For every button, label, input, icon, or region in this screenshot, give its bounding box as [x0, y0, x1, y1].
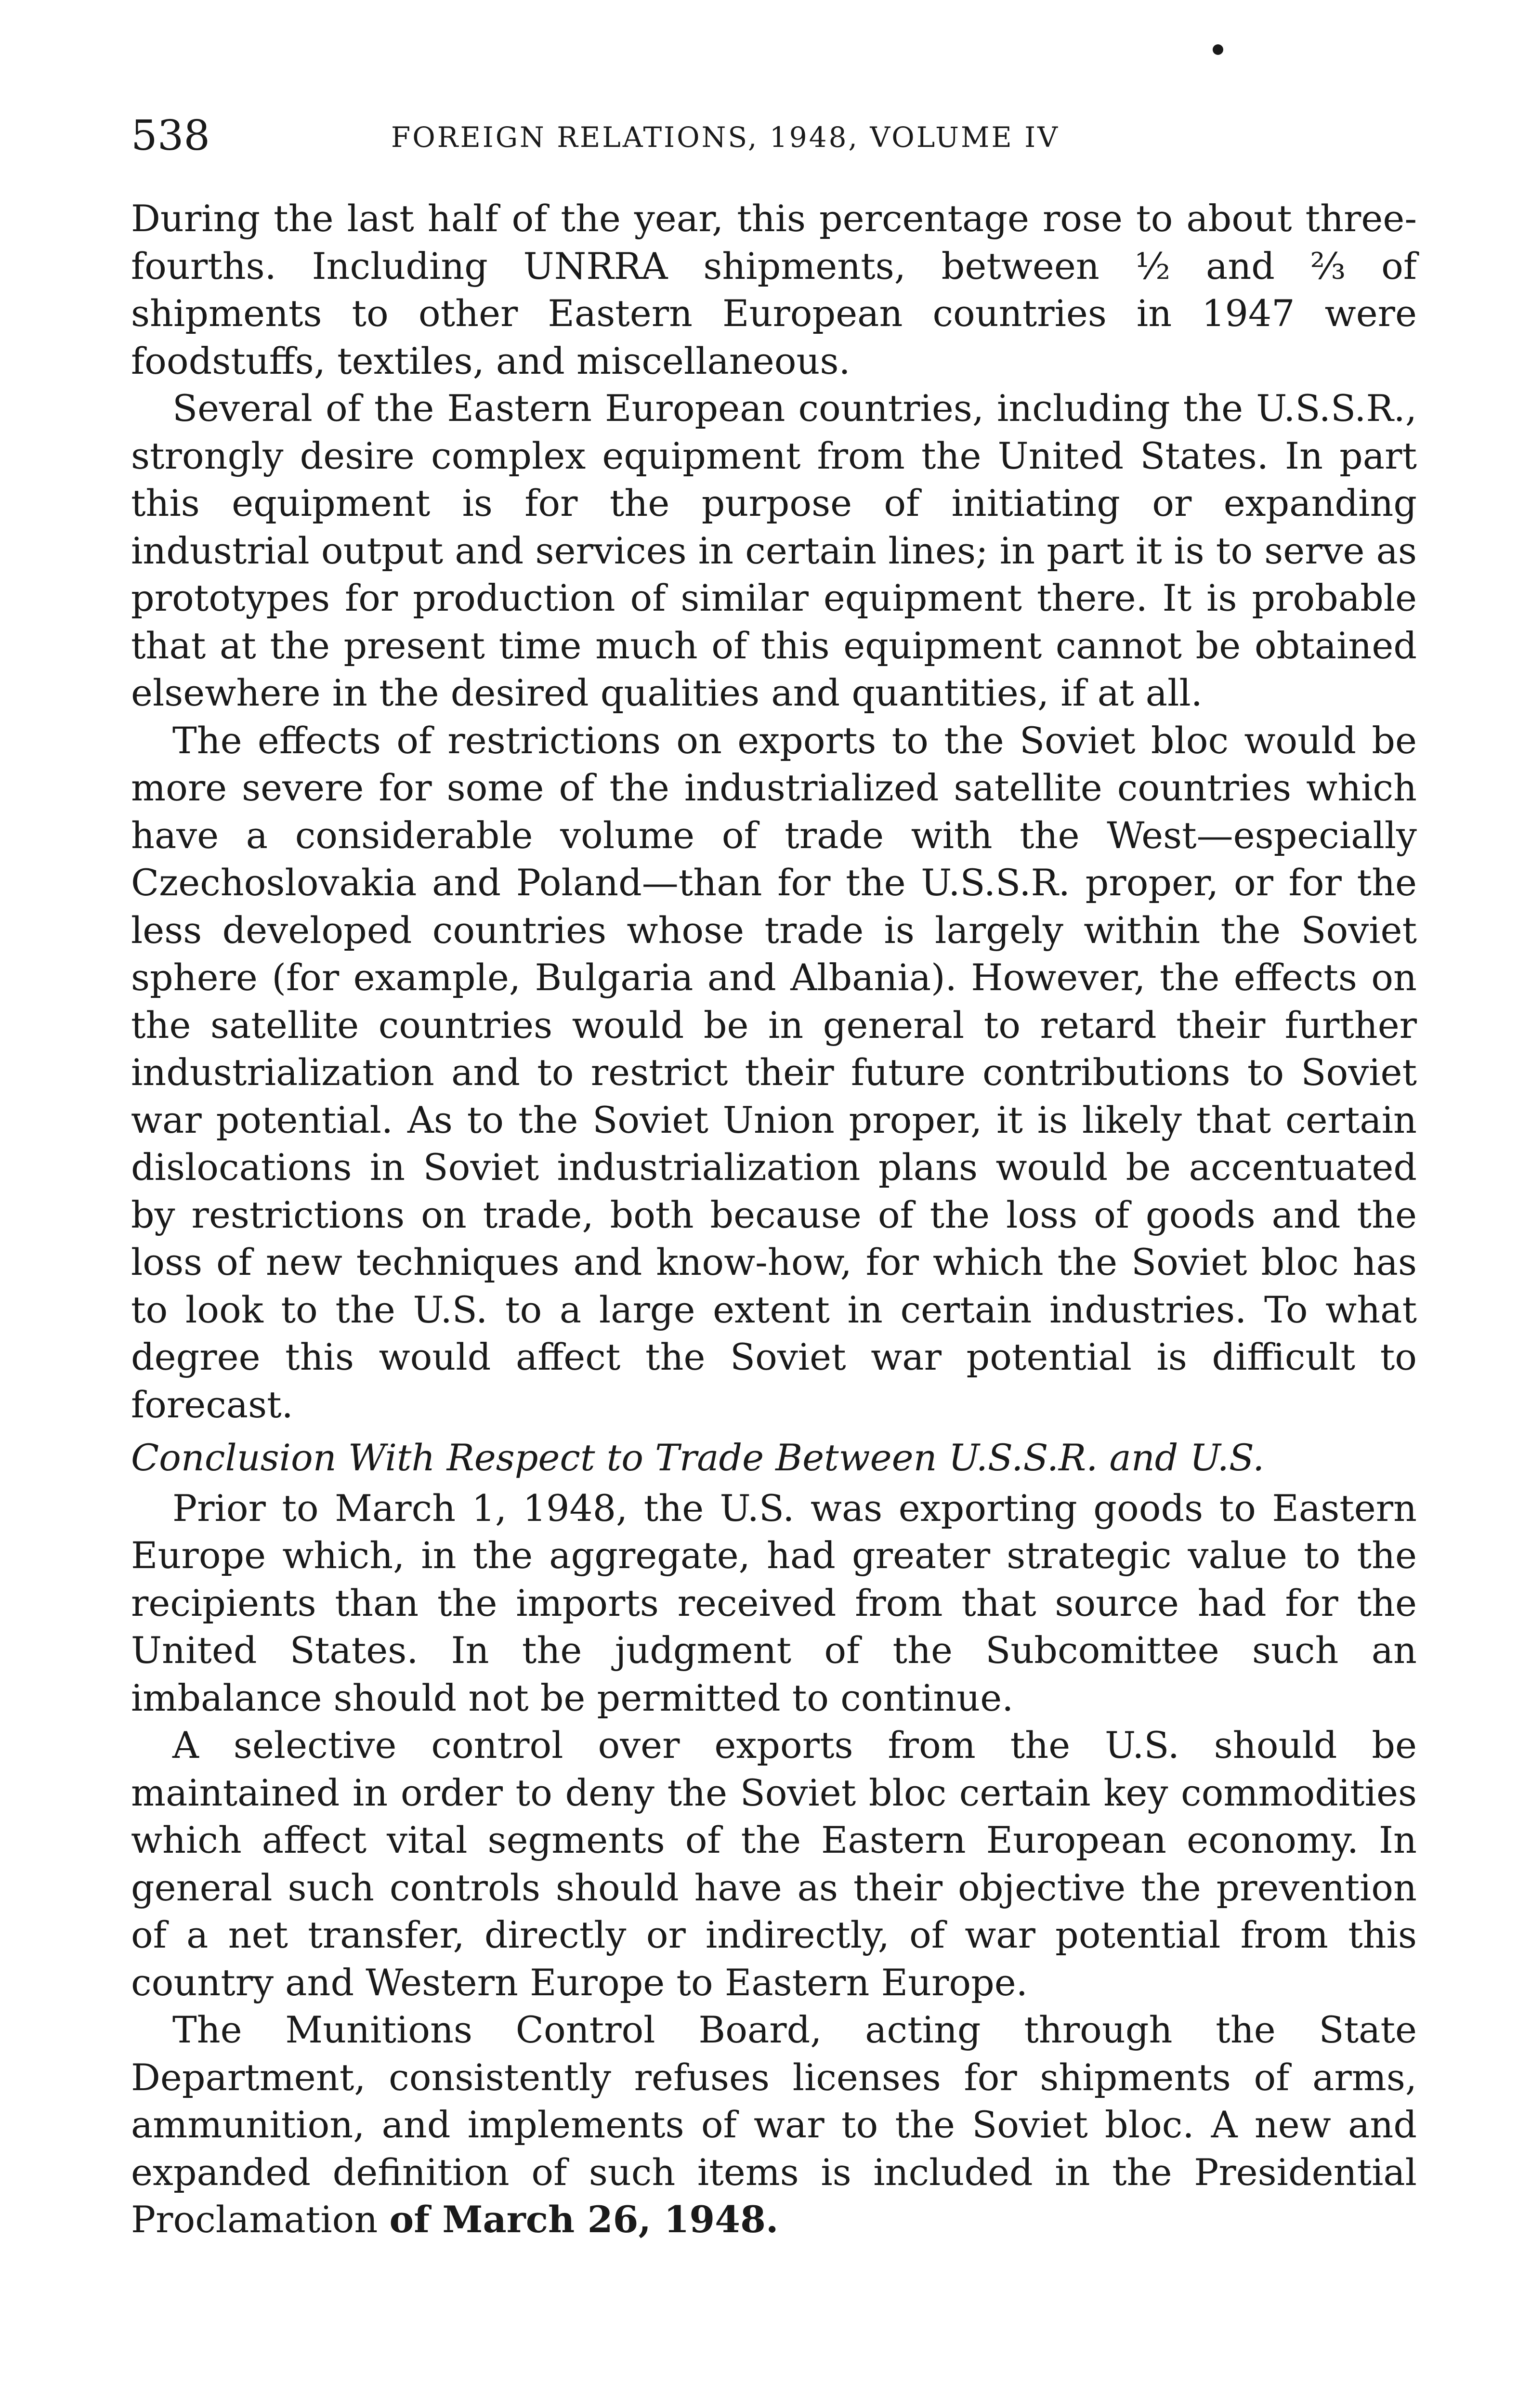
munitions-board-text: The Munitions Control Board, acting through the State Department, consistently refuses licenses for shipments of arms, ammunition, and implements of war to the Soviet bloc. A new and expanded definition of such items is included in the Presidential Proclamation	[131, 2008, 1417, 2241]
running-head: FOREIGN RELATIONS, 1948, VOLUME IV	[391, 121, 1060, 154]
section-heading: Conclusion With Respect to Trade Between U.S.S.R. and U.S.	[131, 1436, 1265, 1479]
paragraph-prior-to-march: Prior to March 1, 1948, the U.S. was exporting goods to Eastern Europe which, in the aggregate, had greater strategic value to the recipients than the imports received from that source had for the United States. In the judgment of the Subcomittee such an imbalance should not be permitted to continue.	[131, 1486, 1417, 1719]
paragraph-equipment: Several of the Eastern European countries, including the U.S.S.R., strongly desire complex equipment from the United States. In part this equipment is for the purpose of initiating or expanding industrial output and services in certain lines; in part it is to serve as prototypes for production of similar equipment there. It is probable that at the present time much of this equipment cannot be obtained elsewhere in the desired qualities and quantities, if at all.	[131, 387, 1417, 714]
paragraph-effects: The effects of restrictions on exports to the Soviet bloc would be more severe for some of the industrialized satellite countries which have a considerable volume of trade with the West—especially Czechoslovakia and Poland—than for the U.S.S.R. proper, or for the less developed countries whose trade is largely within the Soviet sphere (for example, Bulgaria and Albania). However, the effects on the satellite countries would be in general to retard their further industrialization and to restrict their future contributions to Soviet war potential. As to the Soviet Union proper, it is likely that certain dislocations in Soviet industrialization plans would be accentuated by restrictions on trade, both because of the loss of goods and the loss of new techniques and know-how, for which the Soviet bloc has to look to the U.S. to a large extent in certain industries. To what degree this would affect the Soviet war potential is difficult to forecast.	[131, 719, 1417, 1426]
paragraph-munitions-board	[131, 2006, 1417, 2244]
page-number: 538	[131, 112, 210, 160]
proclamation-date: of March 26, 1948.	[389, 2198, 779, 2241]
page-header	[131, 112, 1417, 160]
page-mark-dot	[1213, 44, 1223, 55]
paragraph-continuation: During the last half of the year, this percentage rose to about three-fourths. Including UNRRA shipments, between ½ and ⅔ of shipments to other Eastern European countries in 1947 were foodstuffs, textiles, and miscellaneous.	[131, 197, 1417, 382]
paragraph-selective-control: A selective control over exports from the U.S. should be maintained in order to deny the Soviet bloc certain key commodities which affect vital segments of the Eastern European economy. In general such controls should have as their objective the prevention of a net transfer, directly or indirectly, of war potential from this country and Western Europe to Eastern Europe.	[131, 1724, 1417, 2004]
body-text	[131, 195, 1417, 2244]
